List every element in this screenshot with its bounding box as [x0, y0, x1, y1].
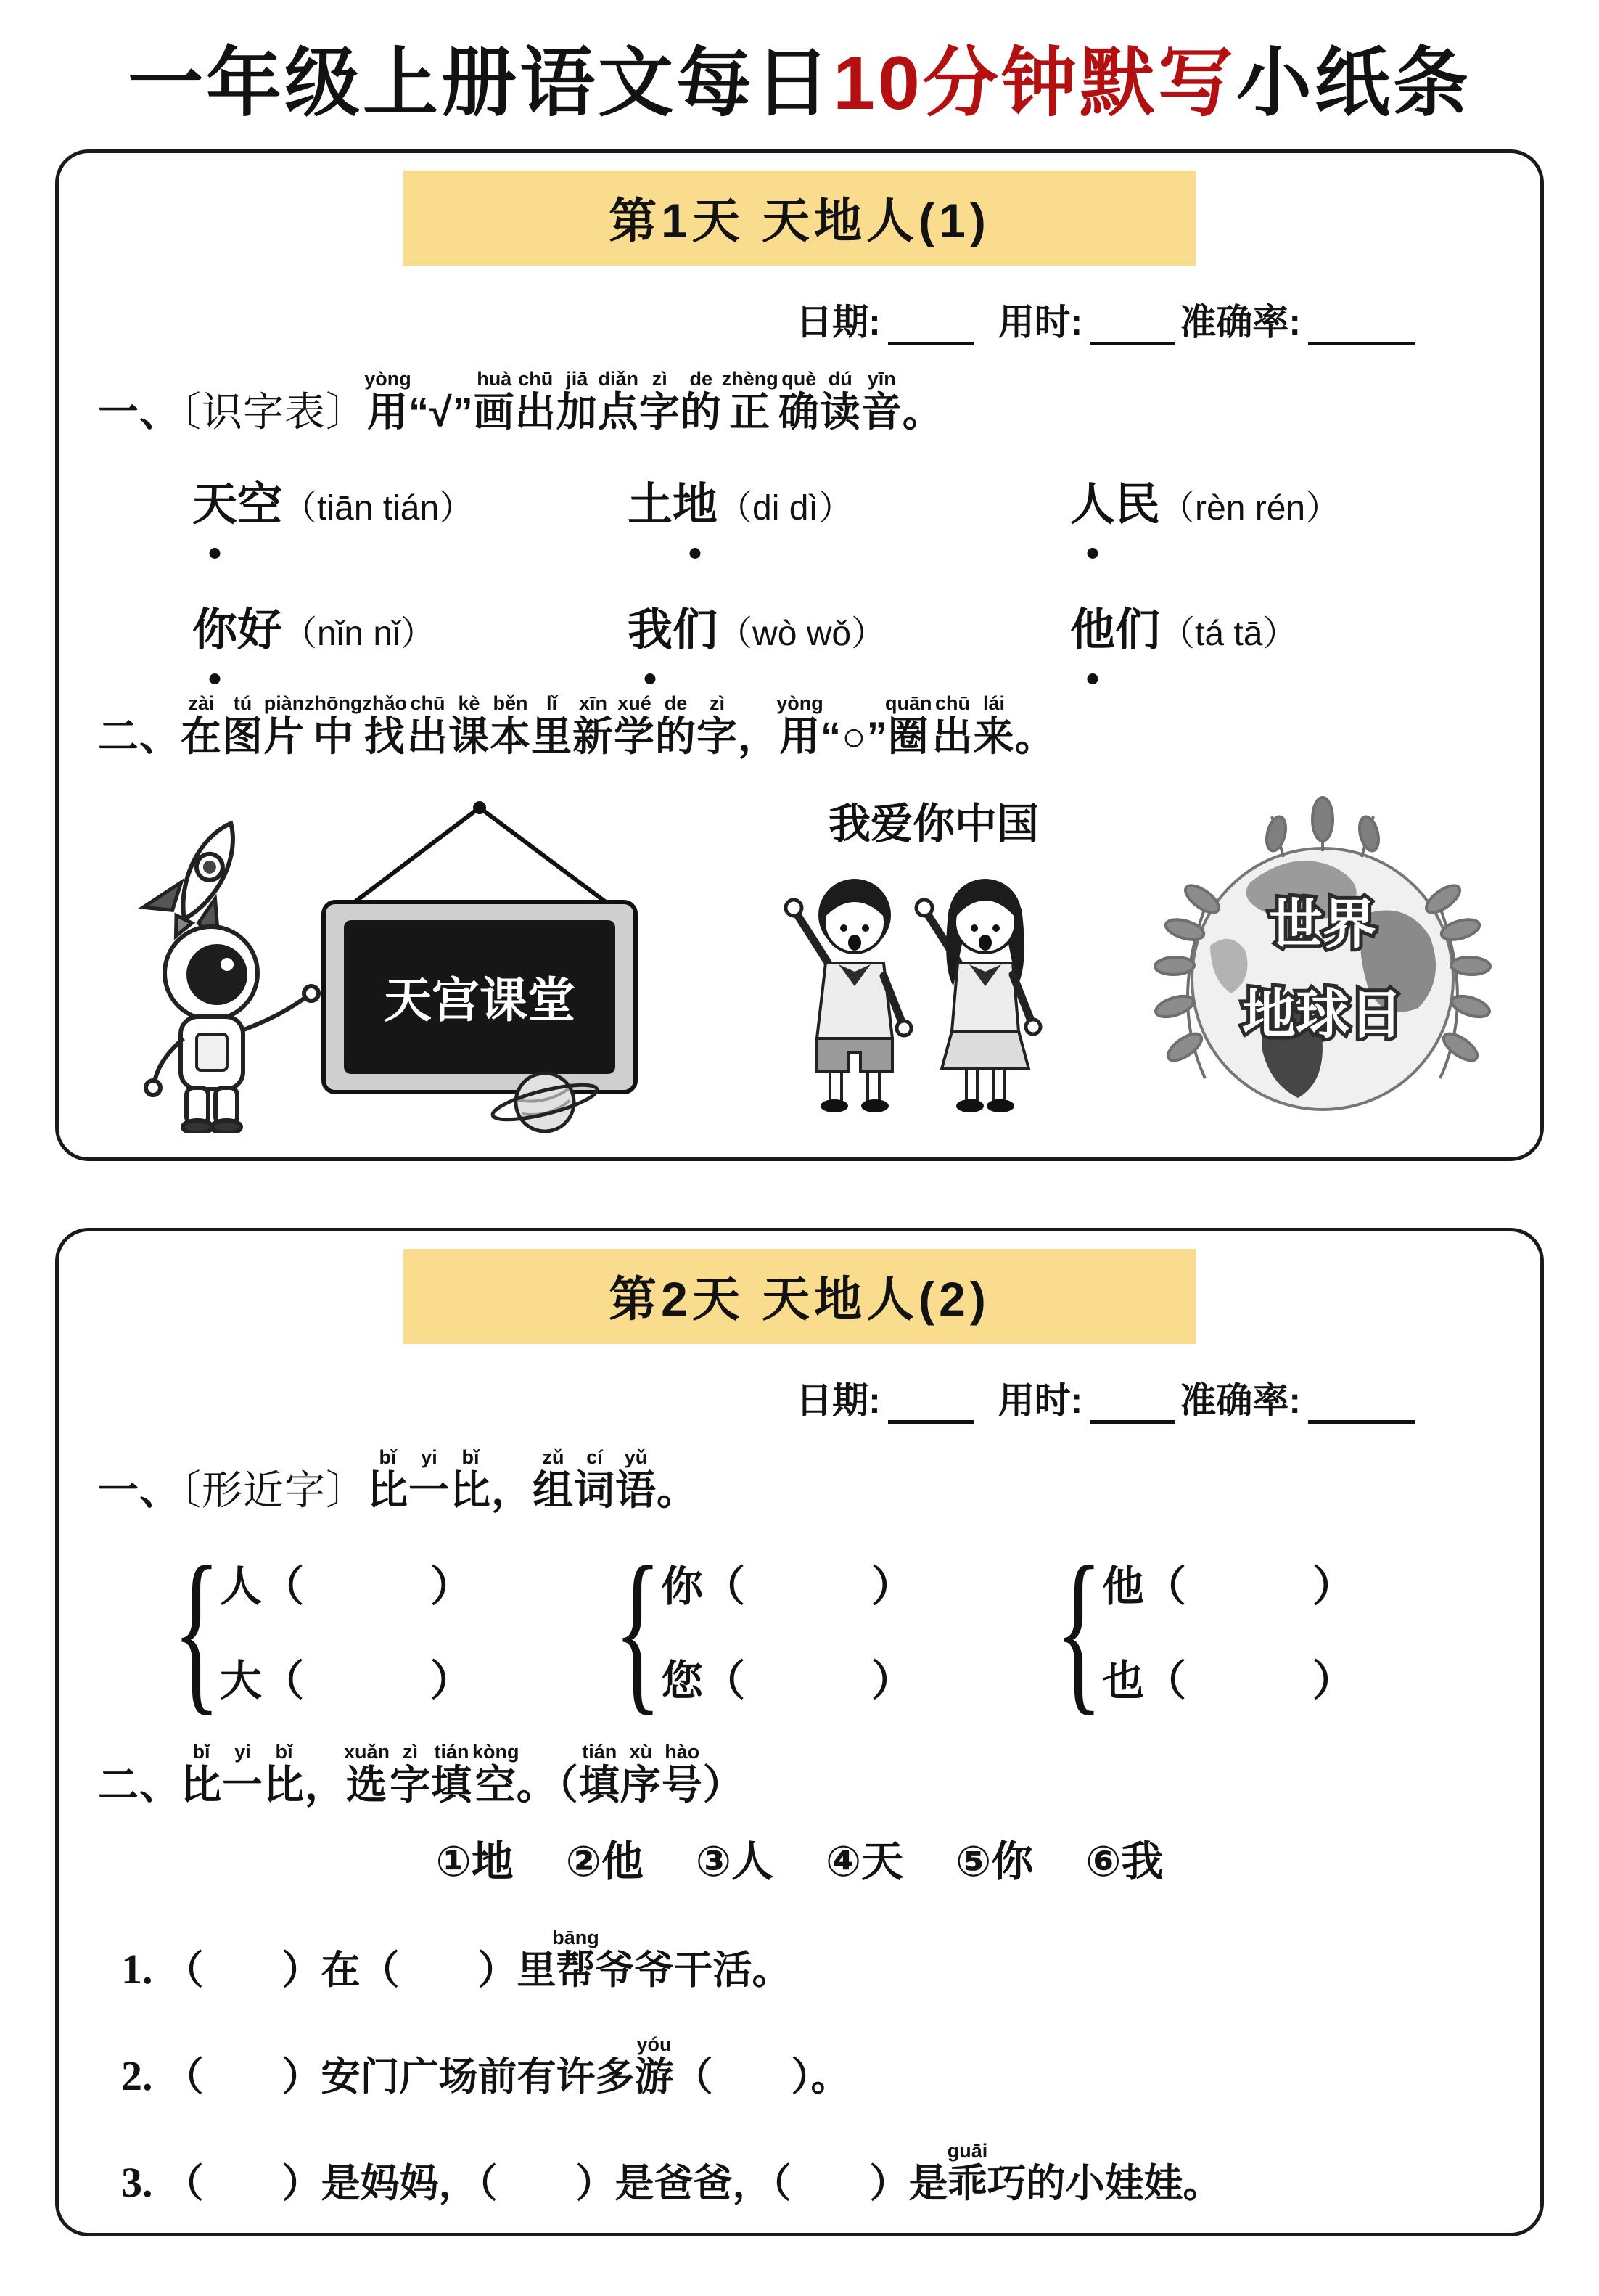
compare-pair: [173, 1529, 619, 1731]
text-segment: 。: [902, 389, 944, 435]
text-segment: 比bǐ: [450, 1446, 491, 1514]
astronaut-figure: [146, 927, 318, 1133]
text-segment: 正zhèng: [721, 368, 778, 435]
text-segment: 。: [1014, 713, 1056, 759]
text-segment: 组zǔ: [533, 1446, 574, 1514]
earth-text-line2: 地球日: [1242, 984, 1403, 1045]
character: 民: [1115, 479, 1161, 530]
numbered-option: ②他: [565, 1838, 644, 1886]
day2-question2-heading: [98, 1740, 1508, 1808]
text-segment: ）: [702, 1761, 744, 1808]
text-segment: 号hào: [661, 1740, 703, 1808]
tiangong-classroom-illustration: [95, 792, 726, 1133]
text-segment: 片piàn: [263, 692, 305, 759]
page-title: [0, 36, 1599, 131]
character: 土: [628, 479, 673, 530]
day1-word-items: [91, 435, 1508, 670]
word-item: [628, 594, 1070, 658]
accuracy-label: 准确率:: [1180, 1380, 1301, 1422]
day1-meta-line: [91, 293, 1415, 345]
text-segment: 图tú: [222, 692, 263, 759]
text-segment: 本běn: [489, 692, 531, 759]
text-segment: 加jiā: [556, 368, 598, 435]
accuracy-label: 准确率:: [1180, 302, 1301, 343]
boy-figure: [786, 879, 911, 1112]
title-black1: 一年级上册语文每日: [128, 41, 834, 126]
text-segment: （ ）安门广场前有许多: [164, 2055, 635, 2099]
text-segment: 圈quān: [885, 692, 932, 759]
pair-word-blank: 也（ ）: [1102, 1657, 1355, 1705]
text-segment: 的de: [654, 692, 696, 759]
text-segment: 确què: [778, 368, 820, 435]
earth-globe: [1192, 848, 1453, 1110]
text-segment: 词cí: [574, 1446, 615, 1514]
dotted-character: 他: [1070, 594, 1115, 658]
earth-text-line1: 世界: [1269, 894, 1376, 955]
text-segment: （ ）是妈妈，（ ）是爸爸，（ ）是: [164, 2162, 948, 2206]
pair-word-blank: 大（ ）: [220, 1657, 473, 1705]
text-segment: 一yi: [408, 1446, 450, 1514]
compare-pair: [1055, 1529, 1501, 1731]
text-segment: 二、: [98, 713, 181, 759]
text-segment: 空kòng: [472, 1740, 519, 1808]
day2-word-options: [91, 1827, 1508, 1888]
text-segment: ，: [305, 1761, 346, 1808]
word-item: [628, 468, 1070, 533]
text-segment: （ ）。: [673, 2055, 850, 2099]
text-segment: （ ）在（ ）里: [164, 1948, 556, 1993]
text-segment: 在zài: [181, 692, 222, 759]
dotted-character: 我: [628, 594, 673, 658]
text-segment: 〔形近字〕: [181, 1467, 367, 1514]
worksheet-page: [0, 36, 1599, 2236]
text-segment: 填tián: [431, 1740, 473, 1808]
date-label: 日期:: [796, 302, 881, 343]
brace-glyph: {: [614, 1529, 662, 1731]
text-segment: 比bǐ: [263, 1740, 305, 1808]
pinyin-choices: （di dì）: [718, 488, 853, 528]
text-segment: 中zhōng: [305, 692, 363, 759]
text-segment: 填tián: [578, 1740, 620, 1808]
text-segment: 音yīn: [860, 368, 903, 435]
sentence-number: 2.: [121, 2052, 153, 2100]
text-segment: ，: [491, 1467, 533, 1514]
compare-pair: [614, 1529, 1060, 1731]
dotted-character: 人: [1070, 468, 1115, 533]
text-segment: “○”: [820, 713, 888, 759]
numbered-option: ④天: [826, 1838, 904, 1886]
day1-illustrations: [91, 758, 1508, 1133]
day1-card: [55, 149, 1544, 1161]
dotted-character: 你: [192, 594, 237, 658]
pinyin-choices: （rèn rén）: [1160, 488, 1341, 528]
text-segment: 学xué: [613, 692, 655, 759]
character: 空: [237, 479, 283, 530]
pinyin-choices: （nǐn nǐ）: [282, 614, 435, 653]
word-item: [192, 594, 628, 658]
title-black2: 小纸条: [1236, 41, 1471, 126]
text-segment: 比bǐ: [181, 1740, 222, 1808]
brace-glyph: {: [1055, 1529, 1103, 1731]
text-segment: 里lǐ: [530, 692, 572, 759]
text-segment: 字zì: [696, 692, 738, 759]
text-segment: 乖guāi: [947, 2140, 988, 2206]
day1-question2-heading: [98, 694, 1508, 759]
day2-meta-line: [91, 1372, 1415, 1424]
text-segment: 出chū: [932, 692, 974, 759]
text-segment: 用yòng: [776, 692, 823, 759]
date-blank-line: [888, 1382, 974, 1424]
title-red: 10分钟默写: [833, 41, 1236, 126]
word-item: [192, 468, 628, 533]
text-segment: 。: [516, 1761, 558, 1808]
text-segment: 序xù: [620, 1740, 662, 1808]
earth-day-illustration: [1141, 784, 1504, 1133]
girl-figure: [916, 879, 1040, 1112]
text-segment: 用yòng: [364, 368, 411, 435]
text-segment: 找zhǎo: [362, 692, 407, 759]
text-segment: 语yǔ: [615, 1446, 657, 1514]
numbered-option: ⑤你: [955, 1838, 1034, 1886]
pair-word-blank: 您（ ）: [661, 1657, 914, 1705]
day2-compare-pairs: [91, 1513, 1508, 1731]
text-segment: 巧的小娃娃。: [987, 2162, 1222, 2206]
text-segment: 来lái: [973, 692, 1015, 759]
text-segment: “√”: [408, 389, 474, 435]
day2-card: [55, 1228, 1544, 2236]
word-item: [1070, 594, 1508, 658]
text-segment: 出chū: [406, 692, 448, 759]
pair-word-blank: 他（ ）: [1102, 1563, 1355, 1611]
text-segment: 比bǐ: [367, 1446, 408, 1514]
numbered-option: ①地: [435, 1838, 514, 1886]
text-segment: 字zì: [638, 368, 681, 435]
character: 们: [1115, 604, 1161, 655]
text-segment: （: [557, 1761, 579, 1808]
text-segment: 新xīn: [572, 692, 614, 759]
text-segment: ，: [737, 713, 779, 759]
banner-text: 我爱你中国: [828, 800, 1040, 848]
text-segment: 画huà: [473, 368, 515, 435]
accuracy-blank-line: [1308, 1382, 1415, 1424]
text-segment: 一yi: [222, 1740, 263, 1808]
text-segment: 爷爷干活。: [595, 1948, 792, 1993]
text-segment: 一、: [98, 1467, 181, 1514]
text-segment: 出chū: [514, 368, 556, 435]
date-blank-line: [888, 304, 974, 345]
day2-header: 第2天 天地人(2): [403, 1249, 1196, 1344]
pair-word-blank: 你（ ）: [661, 1563, 914, 1611]
time-blank-line: [1090, 1382, 1175, 1424]
dotted-character: 天: [192, 468, 237, 533]
board-text: 天宫课堂: [384, 973, 575, 1028]
text-segment: 选xuǎn: [343, 1740, 390, 1808]
text-segment: 二、: [98, 1761, 181, 1808]
text-segment: 游yóu: [634, 2033, 674, 2099]
dotted-character: 地: [673, 468, 718, 533]
day1-question1-heading: [98, 370, 1508, 435]
sentence-number: 3.: [121, 2159, 153, 2207]
time-label: 用时:: [998, 302, 1083, 343]
fill-blank-sentence: [121, 2142, 1508, 2208]
text-segment: 点diǎn: [597, 368, 639, 435]
text-segment: 〔识字表〕: [181, 389, 367, 435]
text-segment: 课kè: [448, 692, 490, 759]
top-leaves: [1264, 798, 1382, 857]
time-label: 用时:: [998, 1380, 1083, 1422]
numbered-option: ③人: [695, 1838, 773, 1886]
text-segment: 读dú: [819, 368, 861, 435]
day2-question1-heading: [98, 1448, 1508, 1513]
pinyin-choices: （tá tā）: [1160, 614, 1298, 653]
pinyin-choices: （tiān tián）: [282, 488, 474, 528]
numbered-option: ⑥我: [1085, 1838, 1164, 1886]
pair-word-blank: 人（ ）: [220, 1563, 473, 1611]
brace-glyph: {: [173, 1529, 221, 1731]
character: 好: [237, 604, 283, 655]
time-blank-line: [1090, 304, 1175, 345]
pinyin-choices: （wò wǒ）: [718, 614, 887, 653]
blackboard: [324, 801, 636, 1092]
text-segment: 字zì: [390, 1740, 432, 1808]
text-segment: 帮bāng: [552, 1927, 599, 1993]
accuracy-blank-line: [1308, 304, 1415, 345]
text-segment: 一、: [98, 389, 181, 435]
fill-blank-sentence: [121, 1929, 1508, 1995]
date-label: 日期:: [796, 1380, 881, 1422]
day1-header: 第1天 天地人(1): [403, 171, 1196, 266]
day2-sentences: [121, 1929, 1508, 2208]
sentence-number: 1.: [121, 1946, 153, 1993]
text-segment: 的de: [680, 368, 722, 435]
i-love-china-illustration: [756, 792, 1111, 1133]
character: 们: [673, 604, 718, 655]
word-item: [1070, 468, 1508, 533]
text-segment: 。: [657, 1467, 698, 1514]
fill-blank-sentence: [121, 2035, 1508, 2102]
